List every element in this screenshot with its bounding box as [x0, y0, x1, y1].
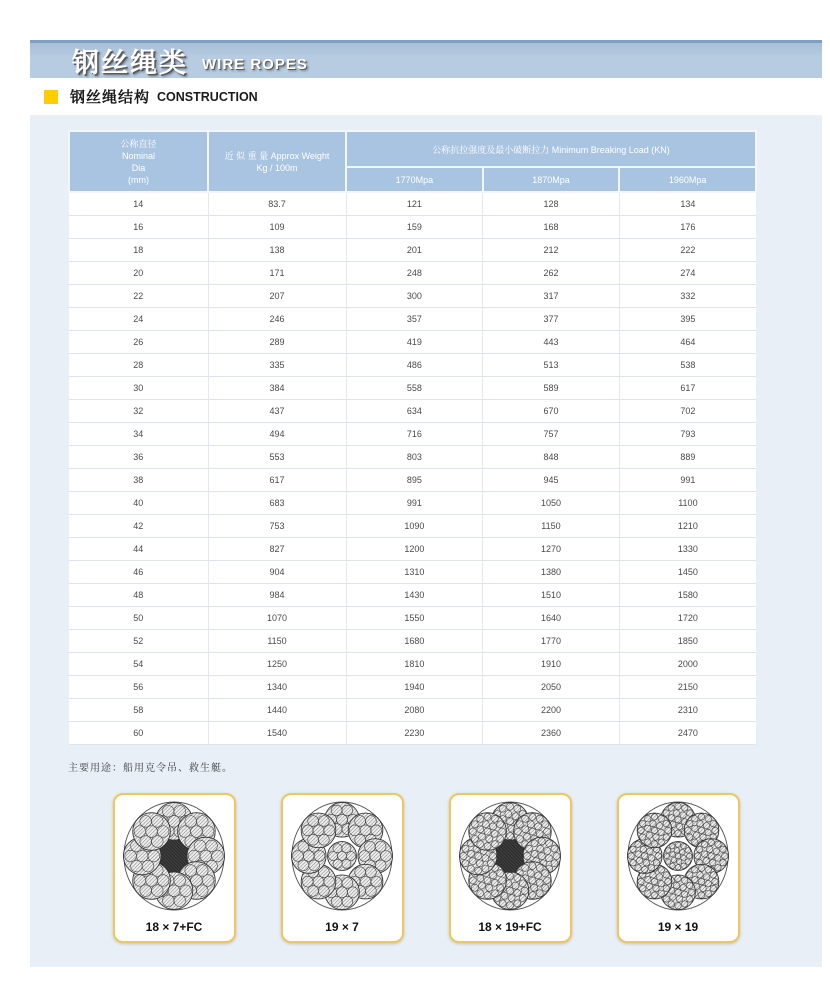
table-cell: 16	[69, 216, 208, 239]
table-row	[69, 354, 756, 377]
usage-note: 主要用途：船用克令吊、救生艇。	[68, 763, 233, 774]
spec-table	[68, 130, 757, 745]
table-row	[69, 216, 756, 239]
table-cell: 670	[483, 400, 620, 423]
table-row	[69, 653, 756, 676]
table-row	[69, 262, 756, 285]
table-cell: 1450	[619, 561, 756, 584]
table-cell: 2230	[346, 722, 483, 745]
table-cell: 2360	[483, 722, 620, 745]
page-title-english: WIRE ROPES	[202, 56, 308, 73]
table-cell: 1540	[208, 722, 346, 745]
table-cell: 1640	[483, 607, 620, 630]
table-cell: 121	[346, 192, 483, 216]
table-row	[69, 285, 756, 308]
header-breaking-load-group: 公称抗拉强度及最小破断拉力 Minimum Breaking Load (KN)	[346, 131, 756, 167]
table-cell: 109	[208, 216, 346, 239]
table-row	[69, 469, 756, 492]
table-cell: 984	[208, 584, 346, 607]
table-row	[69, 515, 756, 538]
table-cell: 2470	[619, 722, 756, 745]
table-cell: 128	[483, 192, 620, 216]
header-nominal-dia: 公称直径 Nominal Dia (mm)	[69, 131, 208, 192]
construction-card	[281, 793, 404, 943]
construction-card	[617, 793, 740, 943]
table-cell: 60	[69, 722, 208, 745]
table-cell: 2000	[619, 653, 756, 676]
table-cell: 207	[208, 285, 346, 308]
table-cell: 827	[208, 538, 346, 561]
table-cell: 945	[483, 469, 620, 492]
construction-label: 19 × 7	[325, 920, 359, 934]
table-row	[69, 377, 756, 400]
construction-card	[113, 793, 236, 943]
table-cell: 2080	[346, 699, 483, 722]
section-heading	[44, 86, 258, 107]
table-cell: 300	[346, 285, 483, 308]
table-cell: 1380	[483, 561, 620, 584]
table-cell: 1850	[619, 630, 756, 653]
table-cell: 1310	[346, 561, 483, 584]
table-cell: 159	[346, 216, 483, 239]
table-cell: 56	[69, 676, 208, 699]
construction-label: 19 × 19	[657, 920, 699, 934]
table-cell: 58	[69, 699, 208, 722]
table-cell: 34	[69, 423, 208, 446]
table-cell: 26	[69, 331, 208, 354]
table-cell: 889	[619, 446, 756, 469]
table-cell: 1100	[619, 492, 756, 515]
section-title-chinese: 钢丝绳结构	[70, 89, 151, 106]
table-cell: 2150	[619, 676, 756, 699]
table-row	[69, 676, 756, 699]
table-cell: 2310	[619, 699, 756, 722]
table-cell: 201	[346, 239, 483, 262]
table-cell: 50	[69, 607, 208, 630]
table-cell: 702	[619, 400, 756, 423]
table-cell: 1250	[208, 653, 346, 676]
table-row	[69, 308, 756, 331]
table-cell: 1510	[483, 584, 620, 607]
table-cell: 1050	[483, 492, 620, 515]
table-cell: 48	[69, 584, 208, 607]
table-row	[69, 630, 756, 653]
table-cell: 168	[483, 216, 620, 239]
table-cell: 553	[208, 446, 346, 469]
table-cell: 274	[619, 262, 756, 285]
table-row	[69, 446, 756, 469]
table-cell: 138	[208, 239, 346, 262]
table-cell: 317	[483, 285, 620, 308]
table-cell: 395	[619, 308, 756, 331]
table-cell: 437	[208, 400, 346, 423]
table-cell: 222	[619, 239, 756, 262]
table-row	[69, 699, 756, 722]
table-cell: 753	[208, 515, 346, 538]
table-cell: 1770	[483, 630, 620, 653]
table-cell: 1580	[619, 584, 756, 607]
table-cell: 176	[619, 216, 756, 239]
page-title-chinese: 钢丝绳类	[72, 48, 188, 78]
table-cell: 357	[346, 308, 483, 331]
table-cell: 262	[483, 262, 620, 285]
table-row	[69, 584, 756, 607]
table-cell: 464	[619, 331, 756, 354]
table-cell: 848	[483, 446, 620, 469]
table-cell: 1070	[208, 607, 346, 630]
table-row	[69, 492, 756, 515]
table-cell: 634	[346, 400, 483, 423]
table-cell: 24	[69, 308, 208, 331]
table-cell: 991	[346, 492, 483, 515]
spec-table-header	[69, 131, 756, 192]
table-cell: 28	[69, 354, 208, 377]
spec-table-body	[69, 192, 756, 745]
table-cell: 793	[619, 423, 756, 446]
table-cell: 377	[483, 308, 620, 331]
section-title-english: CONSTRUCTION	[157, 89, 258, 104]
header-grade-1960: 1960Mpa	[619, 167, 756, 192]
rope-cross-section-diagram	[457, 800, 563, 912]
table-cell: 895	[346, 469, 483, 492]
table-cell: 46	[69, 561, 208, 584]
table-row	[69, 400, 756, 423]
table-cell: 419	[346, 331, 483, 354]
table-cell: 494	[208, 423, 346, 446]
rope-cross-section-diagram	[121, 800, 227, 912]
rope-cross-section-diagram	[289, 800, 395, 912]
table-cell: 1940	[346, 676, 483, 699]
table-cell: 803	[346, 446, 483, 469]
table-cell: 42	[69, 515, 208, 538]
table-cell: 683	[208, 492, 346, 515]
table-cell: 991	[619, 469, 756, 492]
table-cell: 904	[208, 561, 346, 584]
table-cell: 757	[483, 423, 620, 446]
page-title-band	[30, 40, 822, 78]
table-cell: 32	[69, 400, 208, 423]
table-cell: 1330	[619, 538, 756, 561]
table-cell: 52	[69, 630, 208, 653]
table-cell: 44	[69, 538, 208, 561]
table-cell: 1090	[346, 515, 483, 538]
table-cell: 40	[69, 492, 208, 515]
table-cell: 38	[69, 469, 208, 492]
table-cell: 2200	[483, 699, 620, 722]
table-cell: 18	[69, 239, 208, 262]
yellow-square-bullet-icon	[44, 90, 58, 104]
content-panel	[30, 115, 822, 967]
table-cell: 30	[69, 377, 208, 400]
table-cell: 1550	[346, 607, 483, 630]
table-row	[69, 331, 756, 354]
construction-label: 18 × 19+FC	[478, 920, 542, 934]
table-cell: 538	[619, 354, 756, 377]
table-cell: 171	[208, 262, 346, 285]
table-cell: 513	[483, 354, 620, 377]
table-cell: 1210	[619, 515, 756, 538]
table-cell: 212	[483, 239, 620, 262]
table-cell: 83.7	[208, 192, 346, 216]
construction-cards	[30, 793, 822, 943]
header-grade-1870: 1870Mpa	[483, 167, 620, 192]
rope-cross-section-diagram	[625, 800, 731, 912]
table-cell: 1270	[483, 538, 620, 561]
table-cell: 246	[208, 308, 346, 331]
table-cell: 716	[346, 423, 483, 446]
table-row	[69, 722, 756, 745]
table-cell: 20	[69, 262, 208, 285]
table-cell: 22	[69, 285, 208, 308]
table-cell: 248	[346, 262, 483, 285]
table-cell: 1440	[208, 699, 346, 722]
table-row	[69, 423, 756, 446]
table-cell: 589	[483, 377, 620, 400]
table-cell: 486	[346, 354, 483, 377]
table-cell: 134	[619, 192, 756, 216]
construction-card	[449, 793, 572, 943]
table-cell: 54	[69, 653, 208, 676]
table-cell: 289	[208, 331, 346, 354]
table-row	[69, 192, 756, 216]
header-grade-1770: 1770Mpa	[346, 167, 483, 192]
table-cell: 617	[619, 377, 756, 400]
table-cell: 1150	[483, 515, 620, 538]
table-cell: 332	[619, 285, 756, 308]
table-row	[69, 561, 756, 584]
table-cell: 384	[208, 377, 346, 400]
table-cell: 335	[208, 354, 346, 377]
table-cell: 617	[208, 469, 346, 492]
header-approx-weight: 近 似 重 量 Approx Weight Kg / 100m	[208, 131, 346, 192]
table-cell: 1810	[346, 653, 483, 676]
table-cell: 1720	[619, 607, 756, 630]
table-cell: 1910	[483, 653, 620, 676]
table-row	[69, 239, 756, 262]
construction-label: 18 × 7+FC	[145, 920, 203, 934]
table-cell: 1680	[346, 630, 483, 653]
table-cell: 1200	[346, 538, 483, 561]
table-row	[69, 607, 756, 630]
table-cell: 2050	[483, 676, 620, 699]
table-cell: 443	[483, 331, 620, 354]
table-cell: 558	[346, 377, 483, 400]
table-cell: 1150	[208, 630, 346, 653]
table-cell: 1430	[346, 584, 483, 607]
table-cell: 1340	[208, 676, 346, 699]
table-cell: 36	[69, 446, 208, 469]
table-row	[69, 538, 756, 561]
table-cell: 14	[69, 192, 208, 216]
